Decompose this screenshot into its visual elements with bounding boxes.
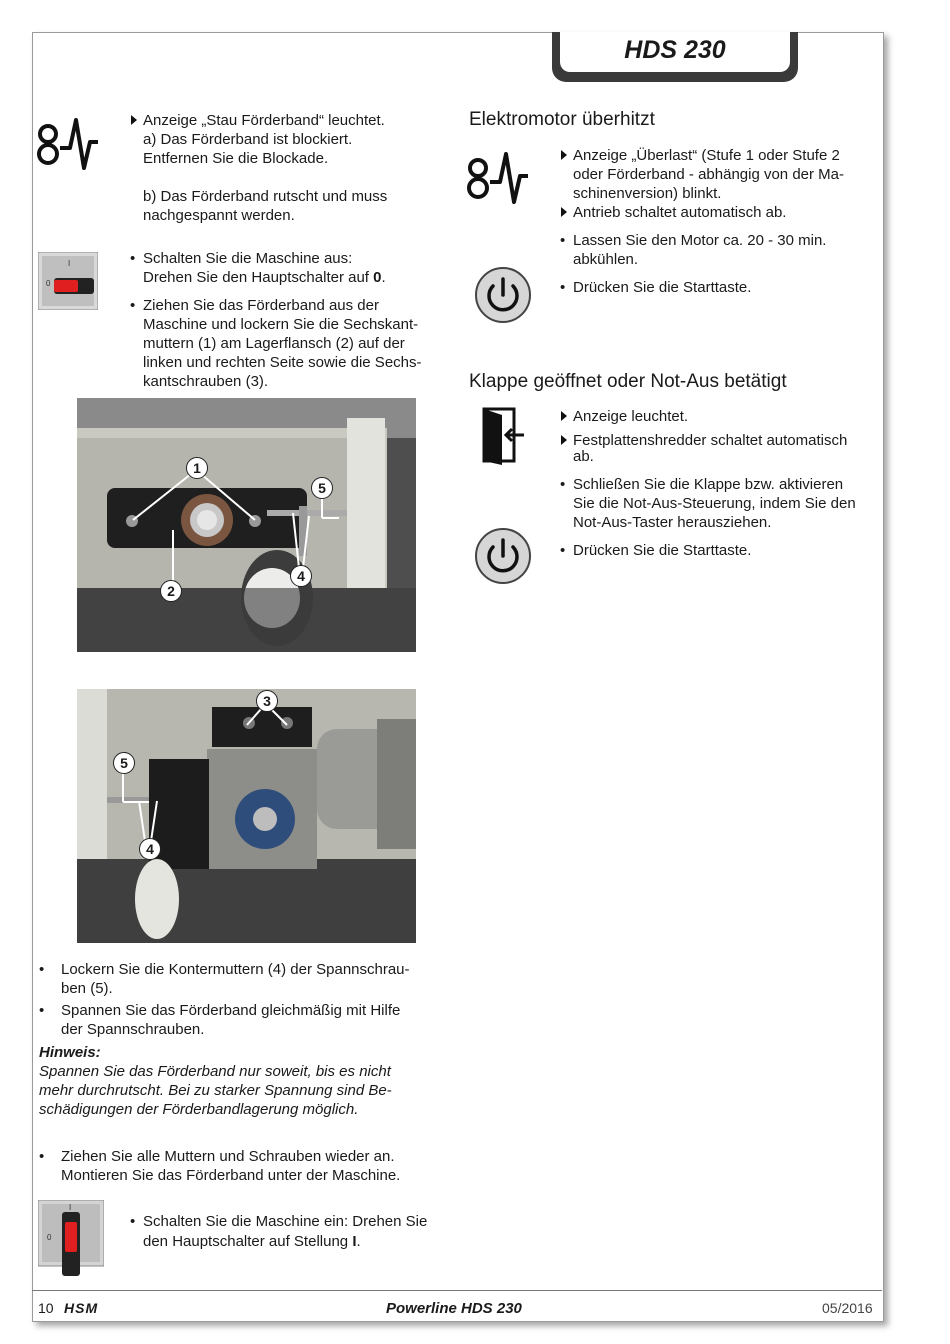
photo-bearing-flange (77, 398, 416, 652)
callout-label-1: 1 (186, 457, 208, 479)
callout-label-2: 2 (160, 580, 182, 602)
stau-b-line2: nachgespannt werden. (143, 207, 295, 224)
footer-brand-logo: HSM (64, 1300, 99, 1316)
klappe-schliessen-line1: Schließen Sie die Klappe bzw. aktivieren (573, 476, 844, 493)
klappe-fest-line2: ab. (573, 448, 594, 465)
motor-ind-line1: Anzeige „Überlast“ (Stufe 1 oder Stufe 2 (573, 147, 840, 164)
footer-divider (32, 1290, 882, 1291)
switch-on-line2: den Hauptschalter auf Stellung I. (143, 1233, 361, 1250)
stau-indicator-text: Anzeige „Stau Förderband“ leuchtet. (143, 112, 385, 129)
bullet-dot: • (39, 961, 45, 978)
switch-off-line1: Schalten Sie die Maschine aus: (143, 250, 353, 267)
callout-label-5b: 5 (113, 752, 135, 774)
arrow-bullet-icon (561, 411, 567, 421)
svg-text:0: 0 (47, 1233, 52, 1242)
ziehen-line5: kantschrauben (3). (143, 373, 269, 390)
callout-label-3: 3 (256, 690, 278, 712)
hinweis-line2: mehr durchrutscht. Bei zu starker Spannung sind Be- (39, 1082, 392, 1099)
photo-bearing-flange-drawing (77, 398, 416, 652)
svg-text:0: 0 (46, 279, 51, 288)
page-frame (32, 32, 884, 1322)
klappe-schliessen-line3: Not-Aus-Taster herausziehen. (573, 514, 772, 531)
stau-a-line1: a) Das Förderband ist blockiert. (143, 131, 353, 148)
bullet-dot: • (130, 250, 136, 267)
switch-on-line1: Schalten Sie die Maschine ein: Drehen Sie (143, 1213, 428, 1230)
hinweis-line1: Spannen Sie das Förderband nur soweit, bis es nicht (39, 1063, 391, 1080)
bullet-dot: • (39, 1002, 45, 1019)
arrow-bullet-icon (131, 115, 137, 125)
callout-label-5: 5 (311, 477, 333, 499)
motor-lassen-line2: abkühlen. (573, 251, 639, 268)
hinweis-line3: schädigungen der Förderbandlagerung möglich. (39, 1101, 359, 1118)
document-title: HDS 230 (624, 36, 726, 64)
motor-druecken: Drücken Sie die Starttaste. (573, 279, 752, 296)
bullet-dot: • (560, 476, 566, 493)
lockern-line2: ben (5). (61, 980, 113, 997)
bullet-dot: • (39, 1148, 45, 1165)
motor-lassen-line1: Lassen Sie den Motor ca. 20 - 30 min. (573, 232, 827, 249)
motor-antrieb: Antrieb schaltet automatisch ab. (573, 204, 787, 221)
photo-tension-screws-drawing (77, 689, 416, 943)
switch-off-line2: Drehen Sie den Hauptschalter auf 0. (143, 269, 386, 286)
door-open-icon (480, 407, 528, 465)
klappe-druecken: Drücken Sie die Starttaste. (573, 542, 752, 559)
motor-ind-line2: oder Förderband - abhängig von der Ma- (573, 166, 844, 183)
bullet-dot: • (560, 232, 566, 249)
stau-b-line1: b) Das Förderband rutscht und muss (143, 188, 388, 205)
svg-text:I: I (68, 259, 71, 268)
ziehen-line3: muttern (1) am Lagerflansch (2) auf der (143, 335, 405, 352)
motor-ind-line3: schinenversion) blinkt. (573, 185, 722, 202)
callout-label-4b: 4 (139, 838, 161, 860)
bullet-dot: • (560, 279, 566, 296)
footer-page-number: 10 (38, 1300, 54, 1316)
spannen-line2: der Spannschrauben. (61, 1021, 205, 1038)
klappe-fest-line1: Festplattenshredder schaltet automatisch (573, 432, 848, 449)
arrow-bullet-icon (561, 150, 567, 160)
heading-motor-overheat: Elektromotor überhitzt (469, 109, 655, 130)
heading-flap-emergency: Klappe geöffnet oder Not-Aus betätigt (469, 371, 787, 392)
lockern-line1: Lockern Sie die Kontermuttern (4) der Spannschrau- (61, 961, 410, 978)
start-button-icon (474, 527, 532, 585)
arrow-bullet-icon (561, 207, 567, 217)
ziehen-an-line2: Montieren Sie das Förderband unter der Maschine. (61, 1167, 401, 1184)
bullet-dot: • (130, 297, 136, 314)
photo-tension-screws (77, 689, 416, 943)
footer-document-name: Powerline HDS 230 (386, 1300, 522, 1317)
ziehen-line1: Ziehen Sie das Förderband aus der (143, 297, 379, 314)
footer-date: 05/2016 (822, 1300, 873, 1316)
svg-text:I: I (69, 1203, 72, 1212)
spannen-line1: Spannen Sie das Förderband gleichmäßig mit Hilfe (61, 1002, 401, 1019)
ziehen-line4: linken und rechten Seite sowie die Sechs- (143, 354, 422, 371)
ziehen-an-line1: Ziehen Sie alle Muttern und Schrauben wieder an. (61, 1148, 395, 1165)
fault-signal-icon (466, 148, 530, 206)
bullet-dot: • (130, 1213, 136, 1230)
klappe-anzeige: Anzeige leuchtet. (573, 408, 689, 425)
hinweis-title: Hinweis: (39, 1044, 101, 1061)
stau-a-line2: Entfernen Sie die Blockade. (143, 150, 329, 167)
klappe-schliessen-line2: Sie die Not-Aus-Steuerung, indem Sie den (573, 495, 856, 512)
arrow-bullet-icon (561, 435, 567, 445)
start-button-icon (474, 266, 532, 324)
callout-label-4: 4 (290, 565, 312, 587)
main-switch-off-icon (38, 252, 98, 310)
fault-signal-icon (36, 114, 100, 172)
main-switch-on-icon (38, 1200, 104, 1276)
bullet-dot: • (560, 542, 566, 559)
ziehen-line2: Maschine und lockern Sie die Sechskant- (143, 316, 419, 333)
